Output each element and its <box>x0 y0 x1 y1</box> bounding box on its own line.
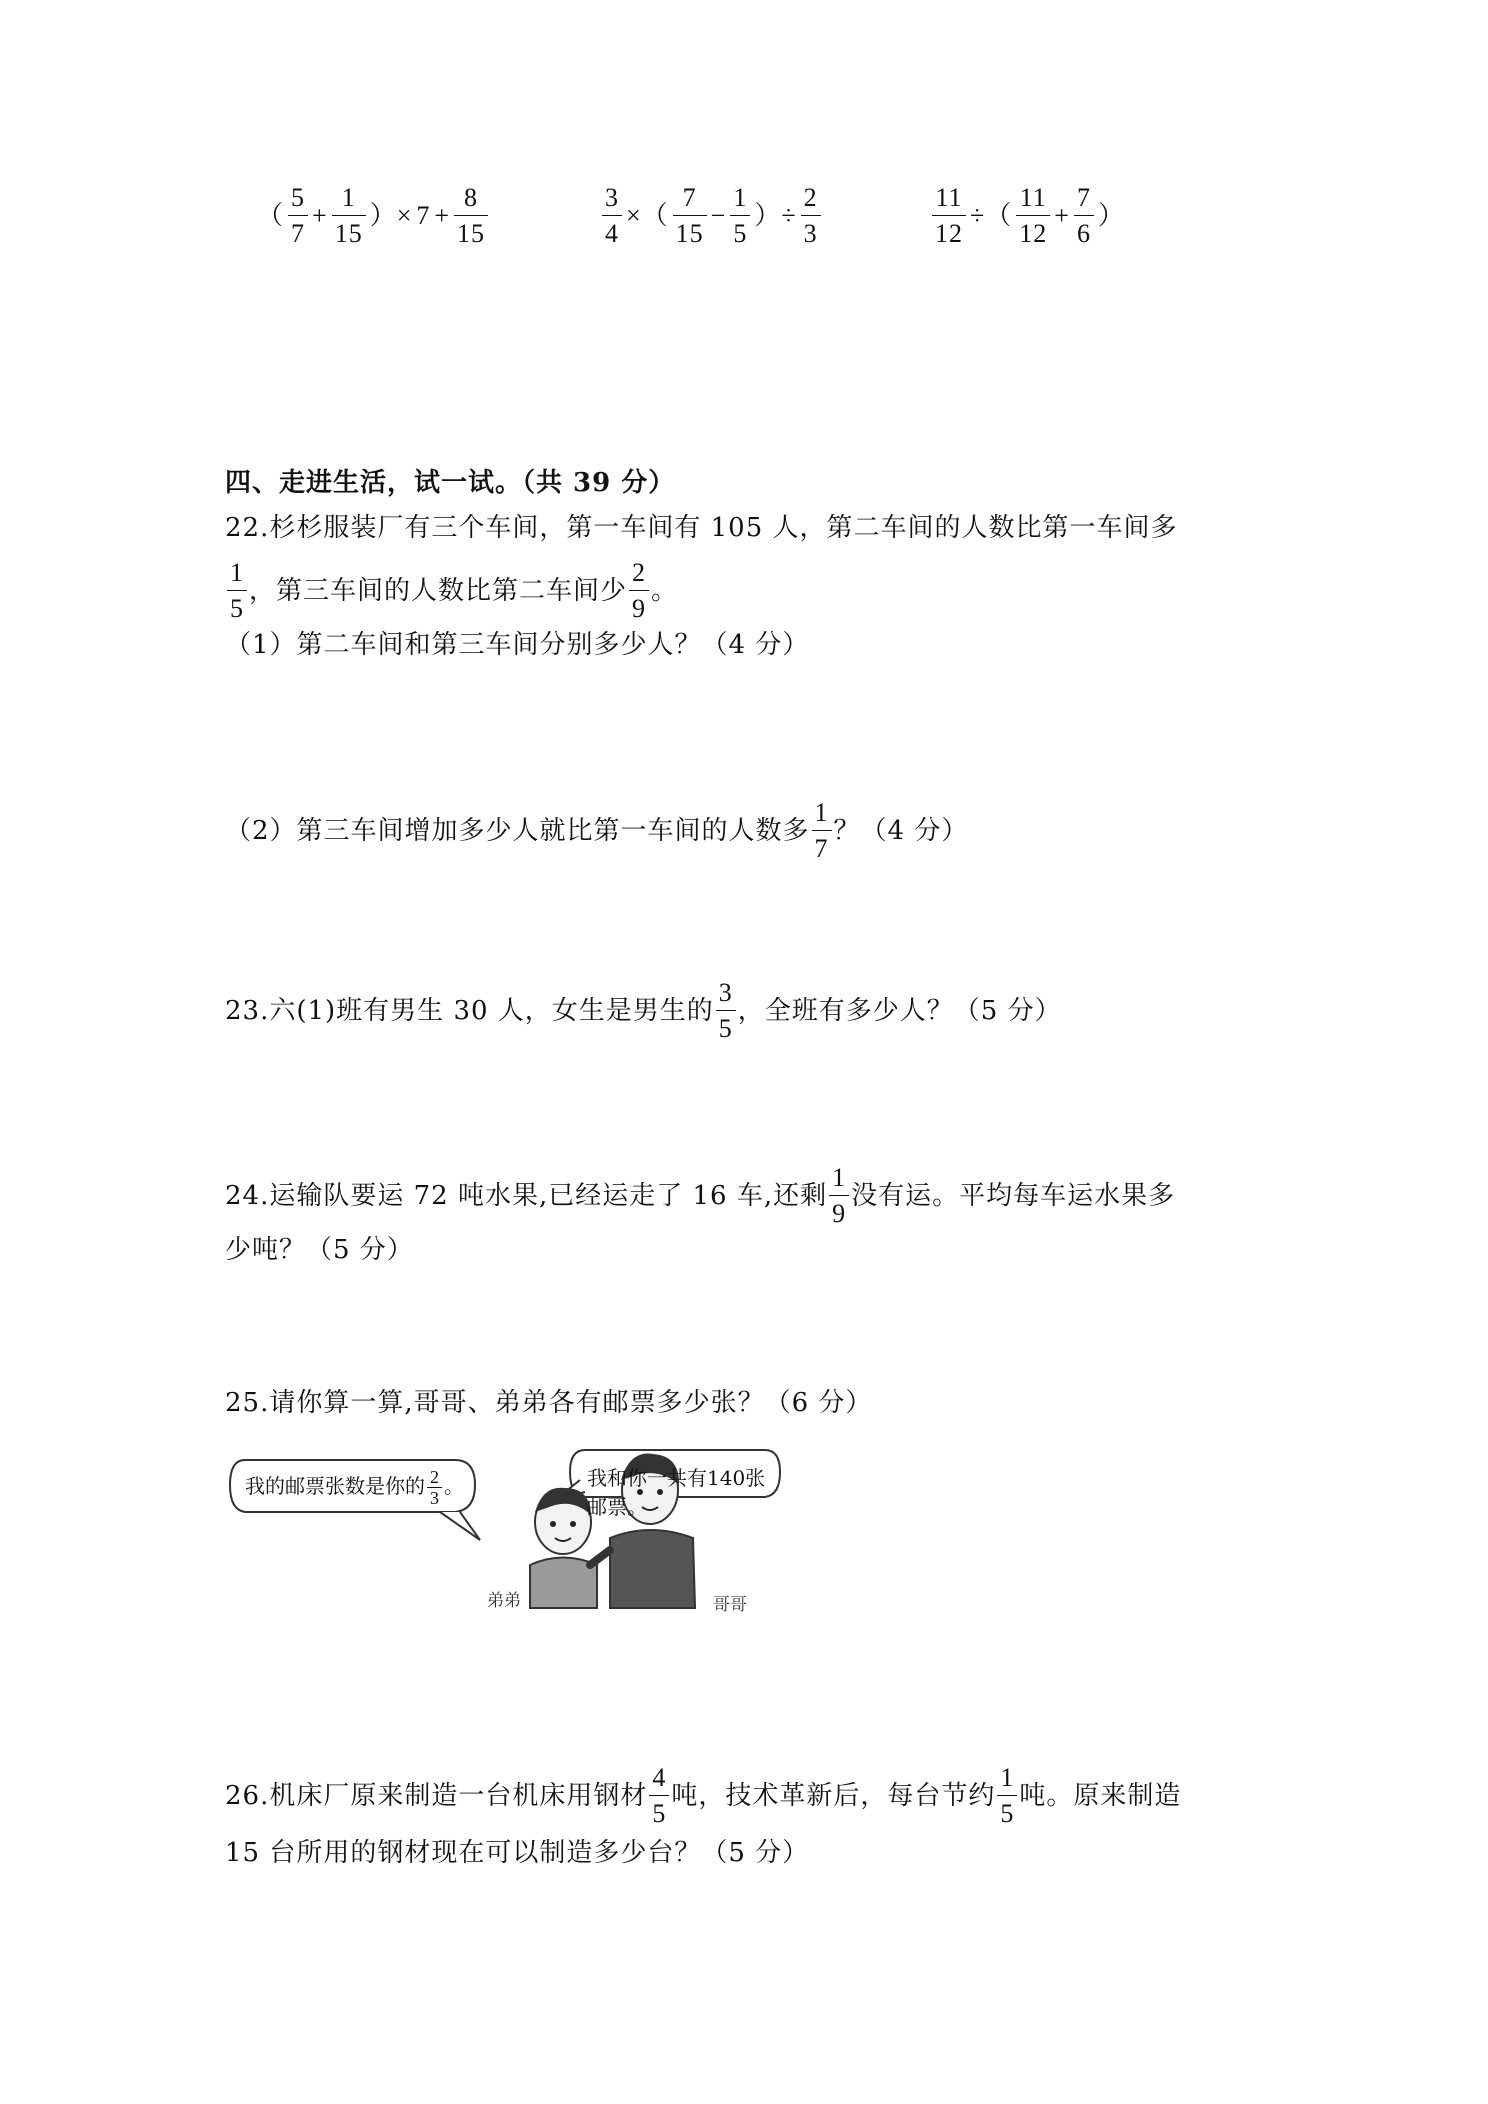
op: ）× <box>369 201 413 230</box>
fraction: $\frac{8}{15}$ <box>454 185 488 247</box>
op: ）÷ <box>754 201 797 230</box>
q22-sub2 <box>225 800 968 862</box>
fraction: $\frac{7}{6}$ <box>1074 185 1094 247</box>
fraction: $\frac{7}{15}$ <box>673 185 707 247</box>
q24-text: 没有运。平均每车运水果多 <box>851 1181 1176 1211</box>
bubble-tail-left <box>440 1512 480 1540</box>
fraction: $\frac{2}{3}$ <box>427 1468 442 1507</box>
op: ） <box>1097 201 1125 230</box>
expression-3 <box>930 185 1127 247</box>
fraction: $\frac{5}{7}$ <box>288 185 308 247</box>
q22-text: （2）第三车间增加多少人就比第一车间的人数多 <box>225 816 810 846</box>
q22-sub1: （1）第二车间和第三车间分别多少人？（4 分） <box>225 630 810 660</box>
stamps-illustration <box>225 1440 785 1620</box>
fraction: $\frac{2}{3}$ <box>801 185 821 247</box>
op: ×（ <box>626 201 669 230</box>
op: + <box>434 201 451 230</box>
op: 7 <box>416 201 431 230</box>
expression-1 <box>255 185 490 247</box>
q25: 25.请你算一算,哥哥、弟弟各有邮票多少张？（6 分） <box>225 1388 873 1418</box>
q26-text: 吨。原来制造 <box>1019 1781 1182 1811</box>
q22-text: 。 <box>651 576 679 606</box>
q24-text: 24.运输队要运 72 吨水果,已经运走了 16 车,还剩 <box>225 1181 828 1211</box>
fraction: $\frac{1}{7}$ <box>812 800 832 862</box>
op: + <box>312 201 328 230</box>
fraction: $\frac{1}{9}$ <box>829 1165 849 1227</box>
q26-text: 吨，技术革新后，每台节约 <box>671 1781 996 1811</box>
op: + <box>1054 201 1070 230</box>
label-younger-brother: 弟弟 <box>487 1591 521 1611</box>
q26-line2: 15 台所用的钢材现在可以制造多少台？（5 分） <box>225 1838 810 1868</box>
op: ÷（ <box>970 201 1013 230</box>
section-heading: 四、走进生活，试一试。（共 39 分） <box>225 468 676 498</box>
fraction: $\frac{4}{5}$ <box>649 1765 669 1827</box>
fraction: $\frac{3}{5}$ <box>716 980 736 1042</box>
fraction: $\frac{1}{5}$ <box>227 560 247 622</box>
q23-text: ，全班有多少人？（5 分） <box>737 996 1062 1026</box>
q24-line2: 少吨？（5 分） <box>225 1235 414 1265</box>
q22-text: ，第三车间的人数比第二车间少 <box>249 576 628 606</box>
op: （ <box>257 201 285 230</box>
fraction: $\frac{11}{12}$ <box>932 185 966 247</box>
fraction: $\frac{3}{4}$ <box>602 185 622 247</box>
expression-2 <box>600 185 823 247</box>
fraction: $\frac{2}{9}$ <box>629 560 649 622</box>
label-older-brother: 哥哥 <box>713 1595 747 1615</box>
fraction: $\frac{1}{5}$ <box>997 1765 1017 1827</box>
fraction: $\frac{1}{15}$ <box>332 185 366 247</box>
q23 <box>225 980 1062 1042</box>
left-bubble-text: 我的邮票张数是你的 $\frac{2}{3}$ 。 <box>245 1467 464 1508</box>
q22-line1: 22.杉杉服装厂有三个车间，第一车间有 105 人，第二车间的人数比第一车间多 <box>225 513 1178 543</box>
right-bubble-text: 我和你一共有140张邮票。 <box>587 1466 766 1519</box>
q24-line1 <box>225 1165 1175 1227</box>
q22-text: ？（4 分） <box>833 816 969 846</box>
q23-text: 23.六(1)班有男生 30 人，女生是男生的 <box>225 996 714 1026</box>
fraction: $\frac{11}{12}$ <box>1016 185 1050 247</box>
q26-line1 <box>225 1765 1181 1827</box>
q22-line2 <box>225 560 678 622</box>
q26-text: 26.机床厂原来制造一台机床用钢材 <box>225 1781 648 1811</box>
op: − <box>710 201 727 230</box>
fraction: $\frac{1}{5}$ <box>730 185 750 247</box>
